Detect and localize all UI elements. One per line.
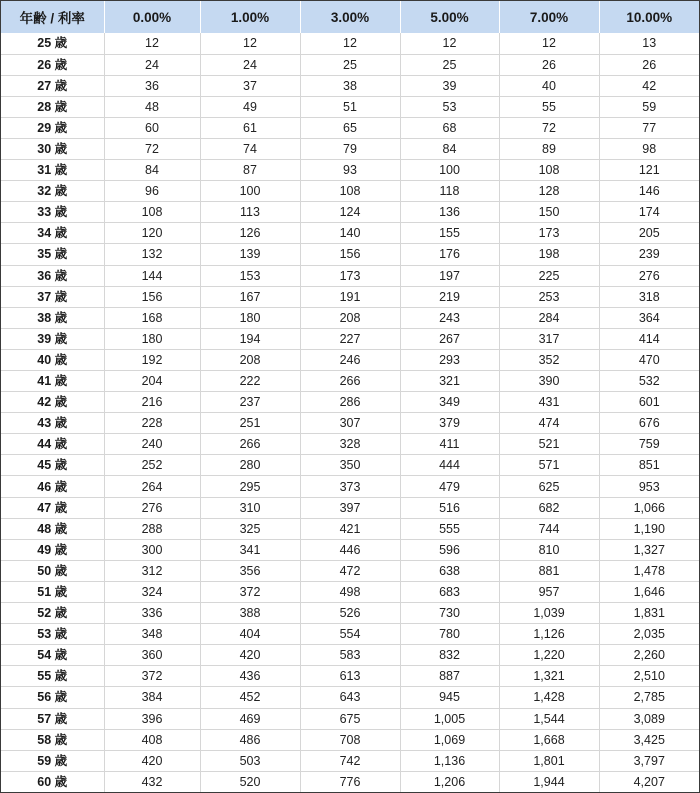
row-age-label: 30 歳 [1, 138, 104, 159]
table-cell: 280 [200, 455, 300, 476]
table-row [1, 371, 699, 392]
header-rate: 5.00% [400, 1, 499, 33]
row-age-label: 58 歳 [1, 729, 104, 750]
table-cell: 2,510 [599, 666, 699, 687]
table-cell: 317 [499, 328, 599, 349]
table-cell: 120 [104, 223, 200, 244]
table-cell: 349 [400, 392, 499, 413]
table-cell: 683 [400, 581, 499, 602]
table-cell: 1,944 [499, 771, 599, 792]
table-cell: 431 [499, 392, 599, 413]
table-cell: 780 [400, 624, 499, 645]
table-cell: 276 [599, 265, 699, 286]
table-cell: 945 [400, 687, 499, 708]
table-cell: 176 [400, 244, 499, 265]
table-row [1, 54, 699, 75]
row-age-label: 27 歳 [1, 75, 104, 96]
table-cell: 776 [300, 771, 400, 792]
table-row [1, 223, 699, 244]
table-cell: 98 [599, 138, 699, 159]
table-cell: 2,785 [599, 687, 699, 708]
table-cell: 390 [499, 371, 599, 392]
table-cell: 953 [599, 476, 699, 497]
table-cell: 266 [300, 371, 400, 392]
table-cell: 472 [300, 560, 400, 581]
table-cell: 1,136 [400, 750, 499, 771]
table-cell: 321 [400, 371, 499, 392]
table-cell: 65 [300, 117, 400, 138]
table-cell: 40 [499, 75, 599, 96]
table-cell: 643 [300, 687, 400, 708]
table-cell: 38 [300, 75, 400, 96]
table-row [1, 265, 699, 286]
table-row [1, 138, 699, 159]
table-cell: 155 [400, 223, 499, 244]
table-cell: 486 [200, 729, 300, 750]
table-cell: 237 [200, 392, 300, 413]
table-cell: 596 [400, 539, 499, 560]
header-rate: 3.00% [300, 1, 400, 33]
table-cell: 436 [200, 666, 300, 687]
table-cell: 225 [499, 265, 599, 286]
table-cell: 266 [200, 434, 300, 455]
table-cell: 1,069 [400, 729, 499, 750]
table-cell: 42 [599, 75, 699, 96]
table-cell: 516 [400, 497, 499, 518]
row-age-label: 35 歳 [1, 244, 104, 265]
table-cell: 1,668 [499, 729, 599, 750]
row-age-label: 55 歳 [1, 666, 104, 687]
table-cell: 411 [400, 434, 499, 455]
table-cell: 452 [200, 687, 300, 708]
table-cell: 521 [499, 434, 599, 455]
table-cell: 251 [200, 413, 300, 434]
table-cell: 583 [300, 645, 400, 666]
table-cell: 286 [300, 392, 400, 413]
table-cell: 146 [599, 181, 699, 202]
table-cell: 373 [300, 476, 400, 497]
table-cell: 13 [599, 33, 699, 54]
table-cell: 360 [104, 645, 200, 666]
table-cell: 324 [104, 581, 200, 602]
table-cell: 307 [300, 413, 400, 434]
table-cell: 205 [599, 223, 699, 244]
table-cell: 295 [200, 476, 300, 497]
table-row [1, 603, 699, 624]
header-rate: 7.00% [499, 1, 599, 33]
table-cell: 432 [104, 771, 200, 792]
table-cell: 37 [200, 75, 300, 96]
table-cell: 957 [499, 581, 599, 602]
table-cell: 420 [200, 645, 300, 666]
table-cell: 144 [104, 265, 200, 286]
row-age-label: 56 歳 [1, 687, 104, 708]
table-cell: 124 [300, 202, 400, 223]
table-cell: 352 [499, 349, 599, 370]
table-cell: 53 [400, 96, 499, 117]
table-cell: 1,478 [599, 560, 699, 581]
table-row [1, 33, 699, 54]
row-age-label: 38 歳 [1, 307, 104, 328]
table-row [1, 202, 699, 223]
table-cell: 372 [104, 666, 200, 687]
table-cell: 198 [499, 244, 599, 265]
table-cell: 284 [499, 307, 599, 328]
row-age-label: 59 歳 [1, 750, 104, 771]
table-cell: 25 [400, 54, 499, 75]
row-age-label: 37 歳 [1, 286, 104, 307]
table-cell: 136 [400, 202, 499, 223]
row-age-label: 47 歳 [1, 497, 104, 518]
table-cell: 173 [300, 265, 400, 286]
table-cell: 503 [200, 750, 300, 771]
table-cell: 881 [499, 560, 599, 581]
table-row [1, 729, 699, 750]
table-cell: 384 [104, 687, 200, 708]
row-age-label: 34 歳 [1, 223, 104, 244]
table-cell: 675 [300, 708, 400, 729]
table-cell: 79 [300, 138, 400, 159]
row-age-label: 57 歳 [1, 708, 104, 729]
table-cell: 1,327 [599, 539, 699, 560]
header-rate: 0.00% [104, 1, 200, 33]
table-cell: 51 [300, 96, 400, 117]
table-cell: 12 [300, 33, 400, 54]
table-cell: 93 [300, 160, 400, 181]
row-age-label: 39 歳 [1, 328, 104, 349]
table-cell: 239 [599, 244, 699, 265]
table-cell: 625 [499, 476, 599, 497]
table-cell: 48 [104, 96, 200, 117]
table-cell: 1,039 [499, 603, 599, 624]
table-cell: 84 [400, 138, 499, 159]
table-cell: 12 [200, 33, 300, 54]
table-cell: 1,321 [499, 666, 599, 687]
table-cell: 59 [599, 96, 699, 117]
table-cell: 108 [499, 160, 599, 181]
table-cell: 276 [104, 497, 200, 518]
table-row [1, 455, 699, 476]
table-cell: 832 [400, 645, 499, 666]
table-row [1, 708, 699, 729]
table-cell: 173 [499, 223, 599, 244]
row-age-label: 46 歳 [1, 476, 104, 497]
table-cell: 730 [400, 603, 499, 624]
table-cell: 742 [300, 750, 400, 771]
table-cell: 61 [200, 117, 300, 138]
row-age-label: 32 歳 [1, 181, 104, 202]
table-cell: 325 [200, 518, 300, 539]
table-cell: 682 [499, 497, 599, 518]
table-cell: 192 [104, 349, 200, 370]
table-cell: 24 [104, 54, 200, 75]
table-row [1, 286, 699, 307]
table-cell: 100 [400, 160, 499, 181]
table-cell: 1,206 [400, 771, 499, 792]
table-cell: 744 [499, 518, 599, 539]
table-cell: 219 [400, 286, 499, 307]
table-cell: 153 [200, 265, 300, 286]
table-cell: 1,544 [499, 708, 599, 729]
table-cell: 156 [104, 286, 200, 307]
table-cell: 243 [400, 307, 499, 328]
table-cell: 60 [104, 117, 200, 138]
table-cell: 887 [400, 666, 499, 687]
row-age-label: 33 歳 [1, 202, 104, 223]
table-row [1, 560, 699, 581]
table-cell: 49 [200, 96, 300, 117]
table-cell: 372 [200, 581, 300, 602]
table-cell: 39 [400, 75, 499, 96]
table-cell: 180 [200, 307, 300, 328]
table-cell: 246 [300, 349, 400, 370]
row-age-label: 45 歳 [1, 455, 104, 476]
table-cell: 851 [599, 455, 699, 476]
table-cell: 555 [400, 518, 499, 539]
row-age-label: 53 歳 [1, 624, 104, 645]
table-cell: 100 [200, 181, 300, 202]
table-cell: 139 [200, 244, 300, 265]
table-cell: 1,005 [400, 708, 499, 729]
table-cell: 396 [104, 708, 200, 729]
table-cell: 84 [104, 160, 200, 181]
table-cell: 174 [599, 202, 699, 223]
table-row [1, 328, 699, 349]
table-cell: 446 [300, 539, 400, 560]
row-age-label: 60 歳 [1, 771, 104, 792]
table-cell: 167 [200, 286, 300, 307]
table-row [1, 518, 699, 539]
table-cell: 341 [200, 539, 300, 560]
table-body [1, 33, 699, 792]
table-row [1, 539, 699, 560]
table-cell: 526 [300, 603, 400, 624]
table-cell: 2,260 [599, 645, 699, 666]
table-cell: 1,801 [499, 750, 599, 771]
table-cell: 72 [499, 117, 599, 138]
table-row [1, 75, 699, 96]
table-cell: 126 [200, 223, 300, 244]
table-row [1, 771, 699, 792]
table-row [1, 476, 699, 497]
table-cell: 253 [499, 286, 599, 307]
table-cell: 180 [104, 328, 200, 349]
table-cell: 72 [104, 138, 200, 159]
table-cell: 132 [104, 244, 200, 265]
table-row [1, 750, 699, 771]
table-row [1, 434, 699, 455]
row-age-label: 31 歳 [1, 160, 104, 181]
table-cell: 222 [200, 371, 300, 392]
table-row [1, 160, 699, 181]
table-cell: 121 [599, 160, 699, 181]
table-cell: 288 [104, 518, 200, 539]
table-cell: 388 [200, 603, 300, 624]
table-row [1, 687, 699, 708]
table-cell: 1,190 [599, 518, 699, 539]
table-cell: 479 [400, 476, 499, 497]
table-cell: 300 [104, 539, 200, 560]
table-cell: 348 [104, 624, 200, 645]
table-cell: 204 [104, 371, 200, 392]
table-cell: 208 [200, 349, 300, 370]
table-cell: 470 [599, 349, 699, 370]
table-cell: 228 [104, 413, 200, 434]
header-row [1, 1, 699, 33]
row-age-label: 42 歳 [1, 392, 104, 413]
table-cell: 397 [300, 497, 400, 518]
table-cell: 108 [104, 202, 200, 223]
table-cell: 12 [400, 33, 499, 54]
table-cell: 379 [400, 413, 499, 434]
savings-table [1, 1, 699, 792]
table-cell: 87 [200, 160, 300, 181]
table-cell: 77 [599, 117, 699, 138]
table-cell: 128 [499, 181, 599, 202]
table-cell: 759 [599, 434, 699, 455]
table-cell: 1,646 [599, 581, 699, 602]
table-cell: 414 [599, 328, 699, 349]
table-cell: 118 [400, 181, 499, 202]
table-cell: 1,126 [499, 624, 599, 645]
table-cell: 444 [400, 455, 499, 476]
table-cell: 1,428 [499, 687, 599, 708]
table-cell: 216 [104, 392, 200, 413]
table-cell: 498 [300, 581, 400, 602]
table-row [1, 392, 699, 413]
table-cell: 293 [400, 349, 499, 370]
table-row [1, 624, 699, 645]
table-cell: 421 [300, 518, 400, 539]
header-rate: 10.00% [599, 1, 699, 33]
table-cell: 1,066 [599, 497, 699, 518]
row-age-label: 41 歳 [1, 371, 104, 392]
table-cell: 613 [300, 666, 400, 687]
row-age-label: 52 歳 [1, 603, 104, 624]
table-cell: 208 [300, 307, 400, 328]
row-age-label: 40 歳 [1, 349, 104, 370]
table-cell: 328 [300, 434, 400, 455]
table-cell: 74 [200, 138, 300, 159]
table-row [1, 581, 699, 602]
table-cell: 140 [300, 223, 400, 244]
table-cell: 3,425 [599, 729, 699, 750]
table-cell: 197 [400, 265, 499, 286]
table-cell: 36 [104, 75, 200, 96]
row-age-label: 49 歳 [1, 539, 104, 560]
table-cell: 336 [104, 603, 200, 624]
row-age-label: 28 歳 [1, 96, 104, 117]
table-cell: 420 [104, 750, 200, 771]
table-cell: 4,207 [633, 775, 665, 790]
table-cell: 113 [200, 202, 300, 223]
row-age-label: 26 歳 [1, 54, 104, 75]
table-cell: 3,797 [599, 750, 699, 771]
table-cell: 150 [499, 202, 599, 223]
table-cell: 26 [499, 54, 599, 75]
table-cell: 68 [400, 117, 499, 138]
header-age-rate: 年齢 / 利率 [1, 1, 104, 33]
table-cell: 474 [499, 413, 599, 434]
row-age-label: 44 歳 [1, 434, 104, 455]
table-row [1, 497, 699, 518]
table-cell: 3,089 [599, 708, 699, 729]
table-cell: 24 [200, 54, 300, 75]
table-cell: 404 [200, 624, 300, 645]
row-age-label: 43 歳 [1, 413, 104, 434]
table-cell: 168 [104, 307, 200, 328]
row-age-label: 29 歳 [1, 117, 104, 138]
row-age-label: 50 歳 [1, 560, 104, 581]
row-age-label: 25 歳 [1, 33, 104, 54]
table-cell: 356 [200, 560, 300, 581]
row-age-label: 36 歳 [1, 265, 104, 286]
table-cell: 194 [200, 328, 300, 349]
table-cell: 350 [300, 455, 400, 476]
table-cell: 12 [499, 33, 599, 54]
table-row [1, 96, 699, 117]
table-cell: 1,831 [599, 603, 699, 624]
table-cell: 12 [104, 33, 200, 54]
table-cell: 267 [400, 328, 499, 349]
table-row [1, 413, 699, 434]
table-cell: 25 [300, 54, 400, 75]
table-cell: 469 [200, 708, 300, 729]
table-cell: 96 [104, 181, 200, 202]
table-row [1, 349, 699, 370]
table-row [1, 645, 699, 666]
table-cell: 310 [200, 497, 300, 518]
table-cell: 571 [499, 455, 599, 476]
table-cell: 532 [599, 371, 699, 392]
table-cell: 252 [104, 455, 200, 476]
table-cell: 227 [300, 328, 400, 349]
table-cell: 1,220 [499, 645, 599, 666]
table-cell: 156 [300, 244, 400, 265]
table-cell: 520 [200, 771, 300, 792]
table-cell: 191 [300, 286, 400, 307]
table-cell: 554 [300, 624, 400, 645]
table-cell: 312 [104, 560, 200, 581]
table-cell: 55 [499, 96, 599, 117]
table-row [1, 307, 699, 328]
table-cell: 240 [104, 434, 200, 455]
row-age-label: 54 歳 [1, 645, 104, 666]
header-rate: 1.00% [200, 1, 300, 33]
table-row [1, 666, 699, 687]
table-cell: 89 [499, 138, 599, 159]
table-cell: 676 [599, 413, 699, 434]
table-cell: 708 [300, 729, 400, 750]
table-cell: 810 [499, 539, 599, 560]
table-cell: 264 [104, 476, 200, 497]
row-age-label: 48 歳 [1, 518, 104, 539]
table-cell: 318 [599, 286, 699, 307]
table-row [1, 181, 699, 202]
table-row [1, 117, 699, 138]
table-row [1, 244, 699, 265]
table-cell: 26 [599, 54, 699, 75]
table-cell: 2,035 [599, 624, 699, 645]
table-cell: 601 [599, 392, 699, 413]
table-cell: 364 [599, 307, 699, 328]
table-cell: 108 [300, 181, 400, 202]
row-age-label: 51 歳 [1, 581, 104, 602]
table-cell: 408 [104, 729, 200, 750]
table-cell: 638 [400, 560, 499, 581]
